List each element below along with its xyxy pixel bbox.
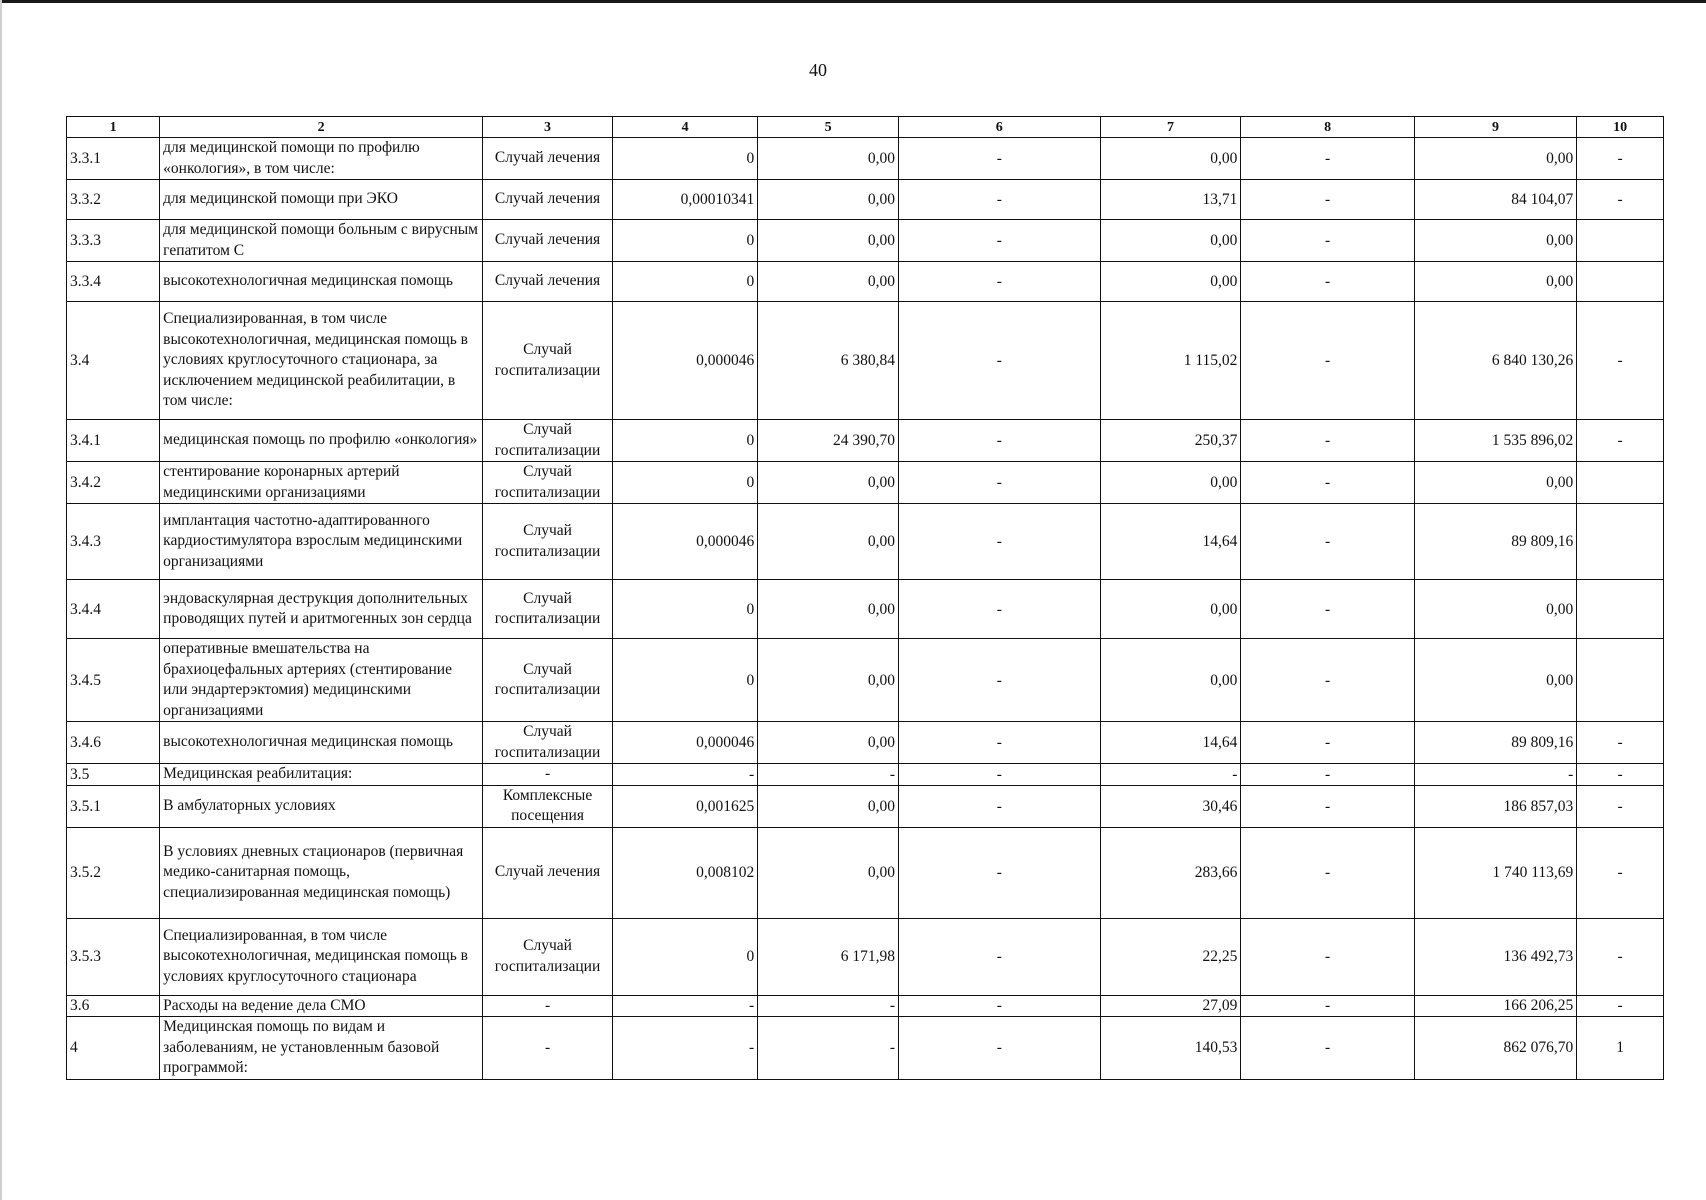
row-number-cell: 3.3.1: [67, 138, 160, 180]
unit-cell: Случай лечения: [483, 262, 613, 302]
value-cell-col10: [1577, 639, 1664, 722]
row-name-cell: для медицинской помощи по профилю «онкология», в том числе:: [160, 138, 483, 180]
value-cell-col10: -: [1577, 785, 1664, 827]
row-number-cell: 3.4.1: [67, 420, 160, 462]
value-cell-col10: [1577, 262, 1664, 302]
value-cell-col8: -: [1241, 262, 1414, 302]
value-cell-col4: 0: [613, 580, 758, 639]
value-cell-col8: -: [1241, 827, 1414, 918]
page-top-border: [0, 0, 1706, 3]
value-cell-col8: -: [1241, 722, 1414, 764]
value-cell-col9: 136 492,73: [1414, 918, 1577, 995]
unit-cell: Случай госпитализации: [483, 639, 613, 722]
table-row: [67, 1017, 1664, 1080]
value-cell-col10: -: [1577, 995, 1664, 1017]
unit-cell: Случай госпитализации: [483, 722, 613, 764]
value-cell-col9: 186 857,03: [1414, 785, 1577, 827]
value-cell-col8: -: [1241, 639, 1414, 722]
value-cell-col8: -: [1241, 180, 1414, 220]
value-cell-col8: -: [1241, 220, 1414, 262]
column-header: 10: [1577, 117, 1664, 138]
value-cell-col6: -: [899, 504, 1101, 580]
value-cell-col9: 1 535 896,02: [1414, 420, 1577, 462]
row-name-cell: В амбулаторных условиях: [160, 785, 483, 827]
table-row: [67, 180, 1664, 220]
value-cell-col8: -: [1241, 420, 1414, 462]
value-cell-col4: 0,000046: [613, 504, 758, 580]
value-cell-col9: 0,00: [1414, 220, 1577, 262]
table-row: [67, 995, 1664, 1017]
value-cell-col8: -: [1241, 785, 1414, 827]
row-number-cell: 3.4: [67, 302, 160, 420]
value-cell-col8: -: [1241, 764, 1414, 786]
unit-cell: -: [483, 995, 613, 1017]
value-cell-col6: -: [899, 220, 1101, 262]
value-cell-col7: 27,09: [1100, 995, 1241, 1017]
value-cell-col9: -: [1414, 764, 1577, 786]
table-row: [67, 580, 1664, 639]
row-name-cell: для медицинской помощи больным с вирусным гепатитом С: [160, 220, 483, 262]
table-row: [67, 420, 1664, 462]
column-header: 9: [1414, 117, 1577, 138]
value-cell-col9: 0,00: [1414, 138, 1577, 180]
value-cell-col6: -: [899, 785, 1101, 827]
table-row: [67, 722, 1664, 764]
row-name-cell: стентирование коронарных артерий медицинскими организациями: [160, 462, 483, 504]
value-cell-col9: 89 809,16: [1414, 722, 1577, 764]
value-cell-col9: 862 076,70: [1414, 1017, 1577, 1080]
value-cell-col5: -: [758, 995, 899, 1017]
unit-cell: Случай лечения: [483, 220, 613, 262]
value-cell-col5: 0,00: [758, 462, 899, 504]
row-name-cell: В условиях дневных стационаров (первичная медико-санитарная помощь, специализированная медицинская помощь): [160, 827, 483, 918]
unit-cell: Случай госпитализации: [483, 504, 613, 580]
column-header: 5: [758, 117, 899, 138]
value-cell-col6: -: [899, 764, 1101, 786]
value-cell-col8: -: [1241, 138, 1414, 180]
value-cell-col9: 89 809,16: [1414, 504, 1577, 580]
unit-cell: Случай госпитализации: [483, 462, 613, 504]
value-cell-col4: 0,00010341: [613, 180, 758, 220]
value-cell-col5: 0,00: [758, 580, 899, 639]
value-cell-col6: -: [899, 995, 1101, 1017]
row-number-cell: 3.4.6: [67, 722, 160, 764]
page-number: 40: [809, 60, 827, 80]
value-cell-col7: 250,37: [1100, 420, 1241, 462]
row-number-cell: 3.5: [67, 764, 160, 786]
value-cell-col7: 0,00: [1100, 580, 1241, 639]
row-name-cell: Специализированная, в том числе высокотехнологичная, медицинская помощь в условиях круглосуточного стационара, за исключением медицинской реабилитации, в том числе:: [160, 302, 483, 420]
value-cell-col9: 166 206,25: [1414, 995, 1577, 1017]
value-cell-col5: -: [758, 1017, 899, 1080]
table-row: [67, 504, 1664, 580]
value-cell-col8: -: [1241, 462, 1414, 504]
value-cell-col8: -: [1241, 302, 1414, 420]
column-header: 6: [899, 117, 1101, 138]
value-cell-col6: -: [899, 1017, 1101, 1080]
value-cell-col7: -: [1100, 764, 1241, 786]
table-row: [67, 827, 1664, 918]
value-cell-col10: -: [1577, 180, 1664, 220]
unit-cell: Комплексные посещения: [483, 785, 613, 827]
value-cell-col6: -: [899, 262, 1101, 302]
table-body: [67, 138, 1664, 1080]
row-number-cell: 3.4.4: [67, 580, 160, 639]
value-cell-col7: 283,66: [1100, 827, 1241, 918]
value-cell-col4: 0,008102: [613, 827, 758, 918]
row-name-cell: имплантация частотно-адаптированного кардиостимулятора взрослым медицинскими организациями: [160, 504, 483, 580]
value-cell-col9: 84 104,07: [1414, 180, 1577, 220]
value-cell-col5: 6 171,98: [758, 918, 899, 995]
row-number-cell: 3.3.3: [67, 220, 160, 262]
value-cell-col9: 6 840 130,26: [1414, 302, 1577, 420]
column-header: 4: [613, 117, 758, 138]
row-number-cell: 3.3.4: [67, 262, 160, 302]
value-cell-col7: 0,00: [1100, 138, 1241, 180]
table-row: [67, 462, 1664, 504]
table-row: [67, 138, 1664, 180]
value-cell-col5: 0,00: [758, 138, 899, 180]
row-name-cell: медицинская помощь по профилю «онкология»: [160, 420, 483, 462]
value-cell-col10: -: [1577, 302, 1664, 420]
page-left-edge: [0, 0, 2, 1200]
value-cell-col9: 0,00: [1414, 639, 1577, 722]
row-number-cell: 3.5.1: [67, 785, 160, 827]
row-name-cell: эндоваскулярная деструкция дополнительных проводящих путей и аритмогенных зон сердца: [160, 580, 483, 639]
value-cell-col10: [1577, 580, 1664, 639]
row-name-cell: Специализированная, в том числе высокотехнологичная, медицинская помощь в условиях круглосуточного стационара: [160, 918, 483, 995]
value-cell-col4: 0: [613, 639, 758, 722]
value-cell-col6: -: [899, 639, 1101, 722]
value-cell-col6: -: [899, 420, 1101, 462]
row-name-cell: оперативные вмешательства на брахиоцефальных артериях (стентирование или эндартерэктомия) медицинскими организациями: [160, 639, 483, 722]
value-cell-col9: 1 740 113,69: [1414, 827, 1577, 918]
row-number-cell: 3.5.2: [67, 827, 160, 918]
value-cell-col10: [1577, 504, 1664, 580]
value-cell-col5: 0,00: [758, 722, 899, 764]
table-row: [67, 639, 1664, 722]
value-cell-col9: 0,00: [1414, 262, 1577, 302]
value-cell-col8: -: [1241, 995, 1414, 1017]
data-table: [66, 116, 1664, 1080]
value-cell-col4: 0,001625: [613, 785, 758, 827]
value-cell-col7: 0,00: [1100, 220, 1241, 262]
value-cell-col7: 14,64: [1100, 722, 1241, 764]
value-cell-col4: 0,000046: [613, 722, 758, 764]
value-cell-col10: -: [1577, 827, 1664, 918]
row-number-cell: 4: [67, 1017, 160, 1080]
value-cell-col5: 0,00: [758, 262, 899, 302]
value-cell-col10: [1577, 220, 1664, 262]
value-cell-col10: -: [1577, 420, 1664, 462]
column-header: 7: [1100, 117, 1241, 138]
row-name-cell: Медицинская реабилитация:: [160, 764, 483, 786]
table-row: [67, 262, 1664, 302]
table-row: [67, 302, 1664, 420]
unit-cell: Случай лечения: [483, 138, 613, 180]
unit-cell: Случай госпитализации: [483, 580, 613, 639]
value-cell-col6: -: [899, 180, 1101, 220]
table-row: [67, 785, 1664, 827]
value-cell-col7: 0,00: [1100, 639, 1241, 722]
value-cell-col7: 22,25: [1100, 918, 1241, 995]
value-cell-col7: 0,00: [1100, 262, 1241, 302]
row-number-cell: 3.4.3: [67, 504, 160, 580]
value-cell-col5: 0,00: [758, 785, 899, 827]
value-cell-col6: -: [899, 918, 1101, 995]
row-name-cell: высокотехнологичная медицинская помощь: [160, 722, 483, 764]
value-cell-col10: -: [1577, 138, 1664, 180]
value-cell-col4: 0: [613, 138, 758, 180]
unit-cell: Случай госпитализации: [483, 420, 613, 462]
value-cell-col10: -: [1577, 764, 1664, 786]
value-cell-col5: 0,00: [758, 639, 899, 722]
column-header: 1: [67, 117, 160, 138]
row-number-cell: 3.4.2: [67, 462, 160, 504]
value-cell-col7: 14,64: [1100, 504, 1241, 580]
value-cell-col4: 0: [613, 918, 758, 995]
value-cell-col5: 0,00: [758, 827, 899, 918]
value-cell-col6: -: [899, 462, 1101, 504]
table-row: [67, 918, 1664, 995]
column-header: 3: [483, 117, 613, 138]
value-cell-col4: 0,000046: [613, 302, 758, 420]
unit-cell: -: [483, 1017, 613, 1080]
value-cell-col6: -: [899, 722, 1101, 764]
unit-cell: Случай лечения: [483, 180, 613, 220]
row-number-cell: 3.3.2: [67, 180, 160, 220]
value-cell-col8: -: [1241, 1017, 1414, 1080]
value-cell-col4: 0: [613, 462, 758, 504]
value-cell-col6: -: [899, 302, 1101, 420]
value-cell-col4: 0: [613, 262, 758, 302]
unit-cell: Случай госпитализации: [483, 302, 613, 420]
value-cell-col6: -: [899, 580, 1101, 639]
value-cell-col7: 1 115,02: [1100, 302, 1241, 420]
value-cell-col4: -: [613, 764, 758, 786]
row-name-cell: Медицинская помощь по видам и заболеваниям, не установленным базовой программой:: [160, 1017, 483, 1080]
value-cell-col7: 30,46: [1100, 785, 1241, 827]
value-cell-col9: 0,00: [1414, 580, 1577, 639]
value-cell-col9: 0,00: [1414, 462, 1577, 504]
table-header-row: [67, 117, 1664, 138]
value-cell-col7: 140,53: [1100, 1017, 1241, 1080]
value-cell-col8: -: [1241, 918, 1414, 995]
value-cell-col6: -: [899, 138, 1101, 180]
value-cell-col4: 0: [613, 220, 758, 262]
value-cell-col10: 1: [1577, 1017, 1664, 1080]
value-cell-col8: -: [1241, 504, 1414, 580]
value-cell-col10: -: [1577, 722, 1664, 764]
value-cell-col5: 0,00: [758, 180, 899, 220]
value-cell-col10: [1577, 462, 1664, 504]
value-cell-col10: -: [1577, 918, 1664, 995]
value-cell-col4: -: [613, 995, 758, 1017]
value-cell-col6: -: [899, 827, 1101, 918]
value-cell-col7: 13,71: [1100, 180, 1241, 220]
column-header: 8: [1241, 117, 1414, 138]
value-cell-col5: -: [758, 764, 899, 786]
row-name-cell: для медицинской помощи при ЭКО: [160, 180, 483, 220]
row-number-cell: 3.6: [67, 995, 160, 1017]
unit-cell: -: [483, 764, 613, 786]
unit-cell: Случай госпитализации: [483, 918, 613, 995]
value-cell-col5: 6 380,84: [758, 302, 899, 420]
row-number-cell: 3.4.5: [67, 639, 160, 722]
value-cell-col4: -: [613, 1017, 758, 1080]
row-name-cell: Расходы на ведение дела СМО: [160, 995, 483, 1017]
row-name-cell: высокотехнологичная медицинская помощь: [160, 262, 483, 302]
value-cell-col8: -: [1241, 580, 1414, 639]
value-cell-col5: 0,00: [758, 220, 899, 262]
column-header: 2: [160, 117, 483, 138]
value-cell-col5: 24 390,70: [758, 420, 899, 462]
value-cell-col7: 0,00: [1100, 462, 1241, 504]
value-cell-col4: 0: [613, 420, 758, 462]
table-row: [67, 220, 1664, 262]
unit-cell: Случай лечения: [483, 827, 613, 918]
row-number-cell: 3.5.3: [67, 918, 160, 995]
value-cell-col5: 0,00: [758, 504, 899, 580]
table-row: [67, 764, 1664, 786]
